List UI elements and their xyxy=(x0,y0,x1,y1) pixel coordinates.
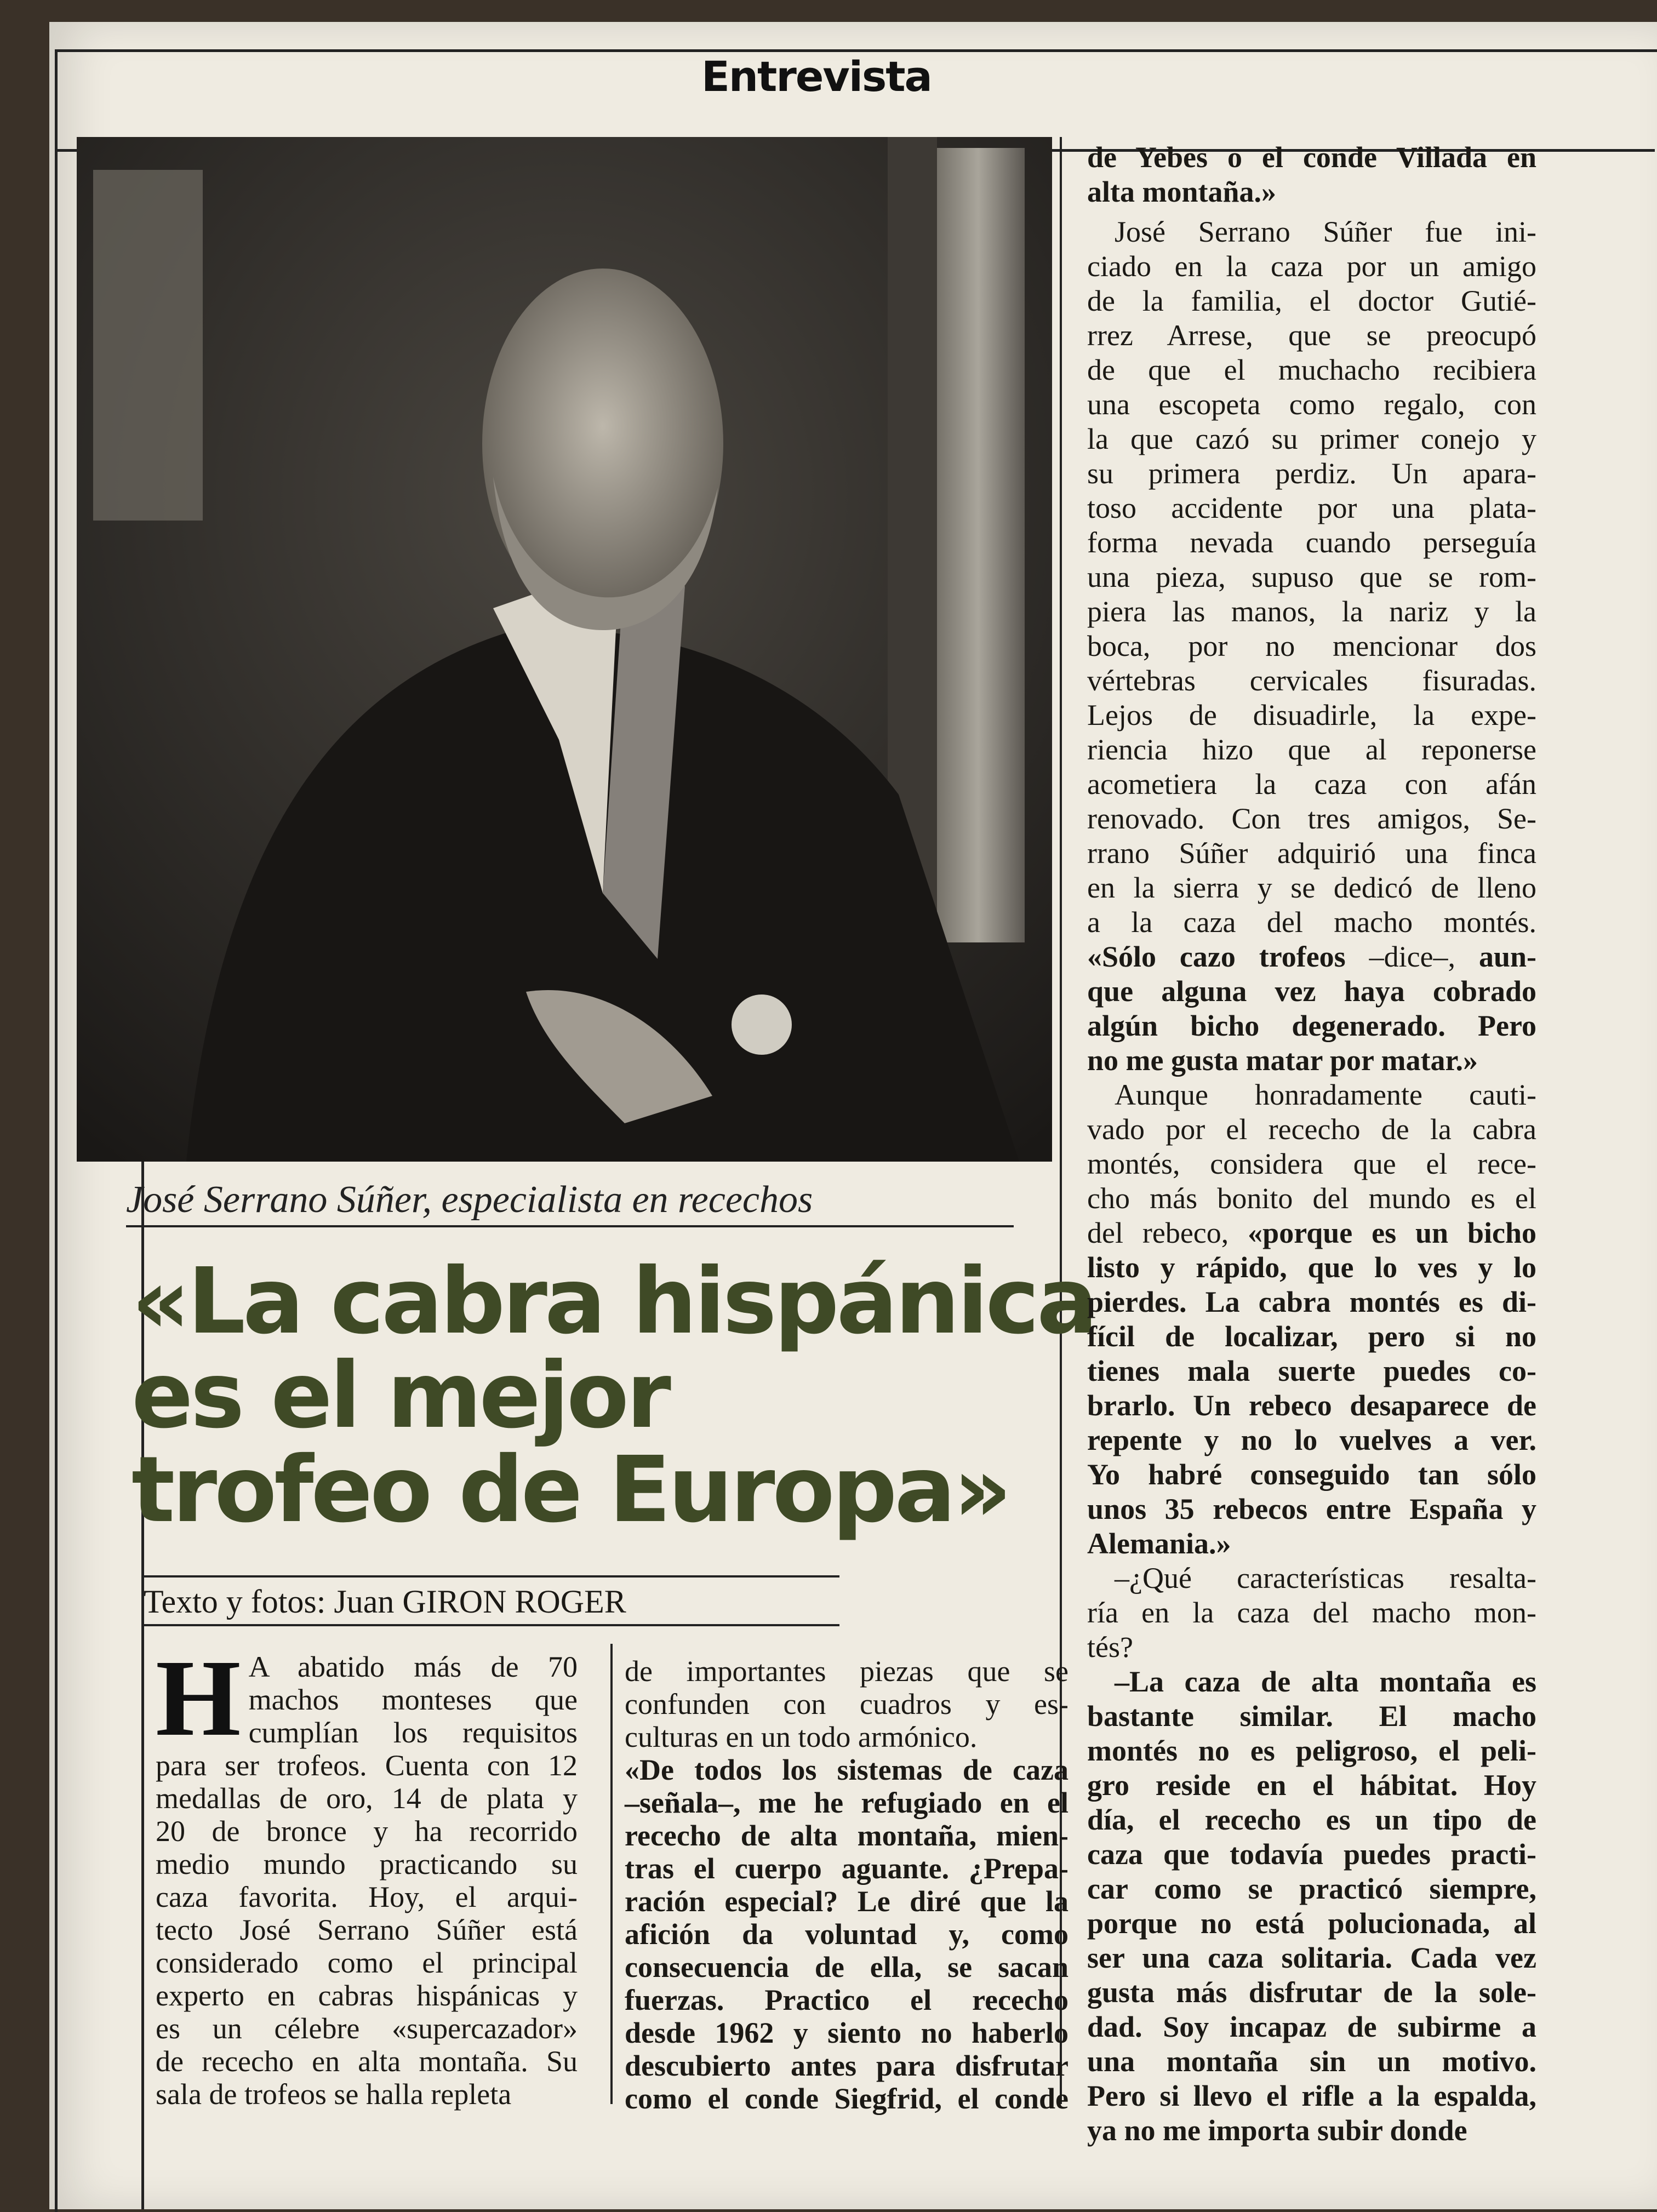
text-line: rrez Arrese, que se preocupó xyxy=(1087,319,1536,352)
headline-line: es el mejor xyxy=(132,1343,668,1449)
quote-line: que alguna vez haya cobrado xyxy=(1087,975,1536,1008)
quote-line: consecuencia de ella, se sacan xyxy=(625,1951,1069,1984)
article-column-1 xyxy=(156,1638,578,2111)
text-line: 20 de bronce y ha recorrido xyxy=(156,1815,578,1848)
text-line: de que el muchacho recibiera xyxy=(1087,353,1536,386)
answer-line: Pero si llevo el rifle a la espalda, xyxy=(1087,2079,1536,2112)
quote-line: –señala–, me he refugiado en el xyxy=(625,1786,1069,1819)
article-headline xyxy=(132,1249,1095,1543)
text-line: experto en cabras hispánicas y xyxy=(156,1979,578,2012)
quote-line: listo y rápido, que lo ves y lo xyxy=(1087,1251,1536,1284)
text-line: tecto José Serrano Súñer está xyxy=(156,1913,578,1946)
text-line: rrano Súñer adquirió una finca xyxy=(1087,837,1536,870)
answer-line: gro reside en el hábitat. Hoy xyxy=(1087,1769,1536,1802)
text-line: de importantes piezas que se xyxy=(625,1655,1069,1688)
text-line: cumplían los requisitos xyxy=(248,1716,578,1749)
text-line: acometiera la caza con afán xyxy=(1087,768,1536,801)
text-line: culturas en un todo armónico. xyxy=(625,1721,978,1753)
question-line: –¿Qué características resalta- xyxy=(1115,1562,1536,1594)
quote-line: desde 1962 y siento no haberlo xyxy=(625,2016,1069,2049)
quote-line xyxy=(1087,940,1536,974)
quote-line: Alemania.» xyxy=(1087,1527,1231,1560)
text-line: Lejos de disuadirle, la expe- xyxy=(1087,699,1536,731)
answer-line: bastante similar. El macho xyxy=(1087,1700,1536,1733)
text-line: montés, considera que el rece- xyxy=(1087,1147,1536,1180)
answer-line: día, el rececho es un tipo de xyxy=(1087,1803,1536,1836)
answer-line: gusta más disfrutar de la sole- xyxy=(1087,1976,1536,2009)
answer-line: porque no está polucionada, al xyxy=(1087,1907,1536,1940)
portrait-photo xyxy=(77,137,1052,1162)
article-subtitle: José Serrano Súñer, especialista en recechos xyxy=(126,1178,1014,1227)
text-line: a la caza del macho montés. xyxy=(1087,906,1536,939)
text-line: A abatido más de 70 xyxy=(248,1650,578,1683)
answer-line: dad. Soy incapaz de subirme a xyxy=(1087,2010,1536,2043)
text-line: es un célebre «supercazador» xyxy=(156,2012,578,2045)
quote-line: pierdes. La cabra montés es di- xyxy=(1087,1285,1536,1318)
quote-line: tras el cuerpo aguante. ¿Prepa- xyxy=(625,1852,1069,1885)
quote-line: «De todos los sistemas de caza xyxy=(625,1753,1069,1786)
quote-attribution: –dice–, xyxy=(1369,940,1456,973)
quote-line: Yo habré conseguido tan sólo xyxy=(1087,1458,1536,1491)
quote-line: brarlo. Un rebeco desaparece de xyxy=(1087,1389,1536,1422)
quote-line: como el conde Siegfrid, el conde xyxy=(625,2082,1069,2115)
text-line: medio mundo practicando su xyxy=(156,1848,578,1881)
text-line: renovado. Con tres amigos, Se- xyxy=(1087,802,1536,835)
quote-line: afición da voluntad y, como xyxy=(625,1918,1069,1951)
text-line: Aunque honradamente cauti- xyxy=(1115,1078,1536,1111)
text-line: vado por el rececho de la cabra xyxy=(1087,1113,1536,1146)
section-tag: Entrevista xyxy=(701,52,932,101)
quote-start: «porque es un bicho xyxy=(1248,1216,1537,1249)
text-line: en la sierra y se dedicó de lleno xyxy=(1087,871,1536,904)
portrait-photo-graphic xyxy=(77,137,1052,1162)
quote-continue: aun- xyxy=(1478,940,1537,973)
headline-line: «La cabra hispánica xyxy=(132,1249,1095,1354)
question-line: tés? xyxy=(1087,1631,1133,1664)
text-line: vértebras cervicales fisuradas. xyxy=(1087,664,1536,697)
drop-cap: H xyxy=(156,1638,241,1759)
answer-line: una montaña sin un motivo. xyxy=(1087,2045,1536,2078)
quote-line: no me gusta matar por matar.» xyxy=(1087,1044,1478,1077)
text-line: para ser trofeos. Cuenta con 12 xyxy=(156,1749,578,1782)
text-line: piera las manos, la nariz y la xyxy=(1087,595,1536,628)
headline-line: trofeo de Europa» xyxy=(132,1437,1009,1543)
quote-line: repente y no lo vuelves a ver. xyxy=(1087,1424,1536,1456)
quote-line: de Yebes o el conde Villada en xyxy=(1087,141,1536,174)
text-line xyxy=(1087,1216,1536,1250)
text-line: de la familia, el doctor Gutié- xyxy=(1087,284,1536,317)
text-line: toso accidente por una plata- xyxy=(1087,491,1536,524)
answer-line: ser una caza solitaria. Cada vez xyxy=(1087,1941,1536,1974)
quote-line: tienes mala suerte puedes co- xyxy=(1087,1354,1536,1387)
quote-line: fuerzas. Practico el rececho xyxy=(625,1984,1069,2016)
text-line: una pieza, supuso que se rom- xyxy=(1087,561,1536,593)
text-line: forma nevada cuando perseguía xyxy=(1087,526,1536,559)
quote-line: fícil de localizar, pero si no xyxy=(1087,1320,1536,1353)
text-line: riencia hizo que al reponerse xyxy=(1087,733,1536,766)
question-line: ría en la caza del macho mon- xyxy=(1087,1596,1536,1629)
answer-line: montés no es peligroso, el peli- xyxy=(1087,1734,1536,1767)
quote-line: alta montaña.» xyxy=(1087,175,1277,208)
quote-line: descubierto antes para disfrutar xyxy=(625,2049,1069,2082)
column-rule-middle xyxy=(610,1644,613,2104)
text-line: José Serrano Súñer fue ini- xyxy=(1115,215,1536,248)
text-line: una escopeta como regalo, con xyxy=(1087,388,1536,421)
text-line: la que cazó su primer conejo y xyxy=(1087,422,1536,455)
text-line: ciado en la caza por un amigo xyxy=(1087,250,1536,283)
answer-line: caza que todavía puedes practi- xyxy=(1087,1838,1536,1871)
text-line: medallas de oro, 14 de plata y xyxy=(156,1782,578,1815)
answer-line: ya no me importa subir donde xyxy=(1087,2114,1467,2147)
answer-line: –La caza de alta montaña es xyxy=(1115,1665,1536,1698)
text-line: caza favorita. Hoy, el arqui- xyxy=(156,1881,578,1913)
quote-line: ración especial? Le diré que la xyxy=(625,1885,1069,1918)
article-column-3 xyxy=(1087,140,1536,2148)
text-line: confunden con cuadros y es- xyxy=(625,1688,1069,1721)
quote-line: unos 35 rebecos entre España y xyxy=(1087,1493,1536,1525)
text-line: cho más bonito del mundo es el xyxy=(1087,1182,1536,1215)
quote-line: rececho de alta montaña, mien- xyxy=(625,1819,1069,1852)
text-line: boca, por no mencionar dos xyxy=(1087,630,1536,662)
text-line: su primera perdiz. Un apara- xyxy=(1087,457,1536,490)
answer-line: car como se practicó siempre, xyxy=(1087,1872,1536,1905)
text-line: machos monteses que xyxy=(248,1683,578,1716)
text-line: sala de trofeos se halla repleta xyxy=(156,2078,512,2111)
byline: Texto y fotos: Juan GIRON ROGER xyxy=(144,1575,839,1626)
text-fragment: del rebeco, xyxy=(1087,1216,1229,1249)
article-column-2 xyxy=(625,1655,1069,2115)
text-line: considerado como el principal xyxy=(156,1946,578,1979)
quote-line: algún bicho degenerado. Pero xyxy=(1087,1009,1536,1042)
text-line: de rececho en alta montaña. Su xyxy=(156,2045,578,2078)
quote-start: «Sólo cazo trofeos xyxy=(1087,940,1346,973)
